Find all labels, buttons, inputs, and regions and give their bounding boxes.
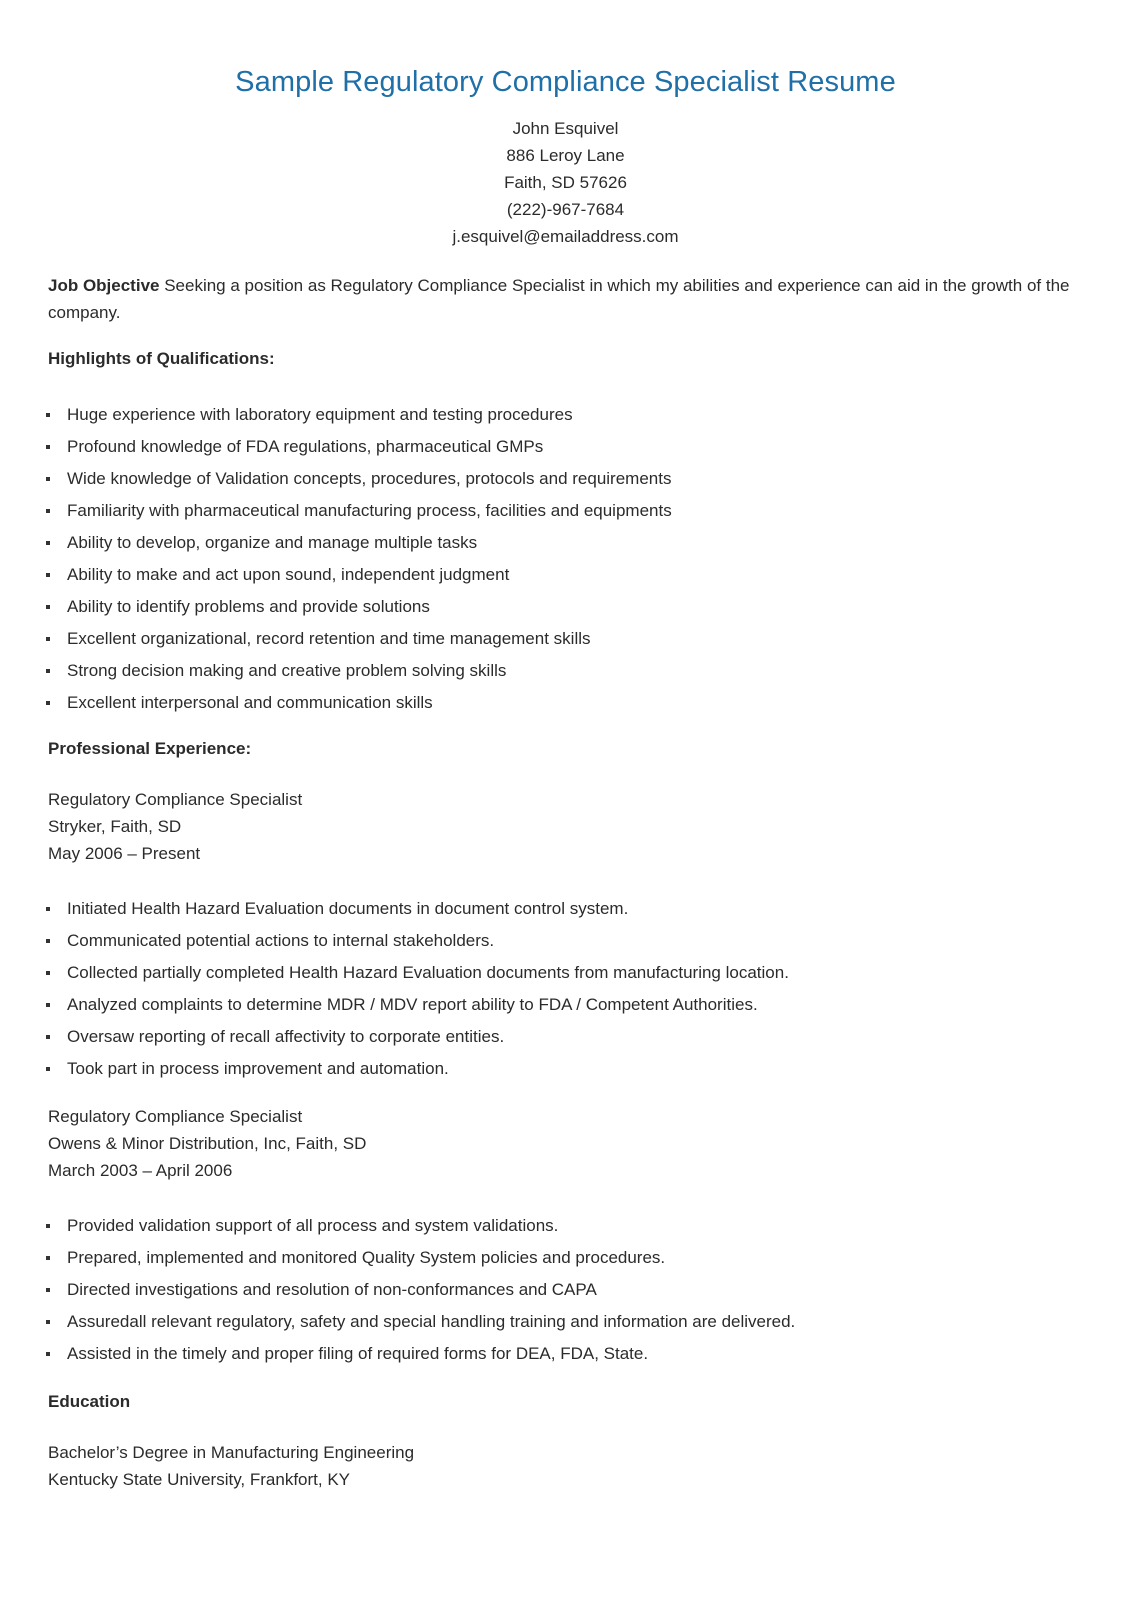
bullet-icon bbox=[46, 1352, 50, 1356]
list-item bbox=[48, 660, 672, 692]
job-company: Stryker, Faith, SD bbox=[48, 817, 182, 836]
contact-street: 886 Leroy Lane bbox=[506, 146, 625, 165]
education-heading: Education bbox=[48, 1392, 131, 1411]
contact-city: Faith, SD 57626 bbox=[504, 173, 627, 192]
experience-heading: Professional Experience: bbox=[48, 739, 252, 758]
job-header bbox=[48, 1103, 366, 1184]
list-item bbox=[48, 898, 789, 930]
list-item bbox=[48, 692, 672, 724]
highlights-list bbox=[48, 404, 672, 724]
list-item-text: Huge experience with laboratory equipment and testing procedures bbox=[67, 405, 573, 424]
list-item-text: Initiated Health Hazard Evaluation documents in document control system. bbox=[67, 899, 629, 918]
list-item-text: Directed investigations and resolution of non-conformances and CAPA bbox=[67, 1280, 597, 1299]
contact-email: j.esquivel@emailaddress.com bbox=[452, 227, 679, 246]
list-item bbox=[48, 1026, 789, 1058]
list-item-text: Assisted in the timely and proper filing of required forms for DEA, FDA, State. bbox=[67, 1344, 649, 1363]
list-item-text: Profound knowledge of FDA regulations, pharmaceutical GMPs bbox=[67, 437, 544, 456]
list-item bbox=[48, 930, 789, 962]
contact-block bbox=[0, 115, 1131, 250]
bullet-icon bbox=[46, 939, 50, 943]
job-header bbox=[48, 786, 302, 867]
bullet-icon bbox=[46, 971, 50, 975]
education-school: Kentucky State University, Frankfort, KY bbox=[48, 1470, 351, 1489]
job-title: Regulatory Compliance Specialist bbox=[48, 1107, 303, 1126]
education-block bbox=[48, 1439, 414, 1493]
list-item-text: Ability to make and act upon sound, independent judgment bbox=[67, 565, 510, 584]
bullet-icon bbox=[46, 701, 50, 705]
job-objective-text: Seeking a position as Regulatory Compliance Specialist in which my abilities and experience can aid in the growth of the company. bbox=[48, 276, 1070, 322]
bullet-icon bbox=[46, 637, 50, 641]
list-item-text: Took part in process improvement and automation. bbox=[67, 1059, 449, 1078]
bullet-icon bbox=[46, 1256, 50, 1260]
list-item-text: Analyzed complaints to determine MDR / MDV report ability to FDA / Competent Authorities. bbox=[67, 995, 758, 1014]
job-dates: May 2006 – Present bbox=[48, 844, 201, 863]
bullet-icon bbox=[46, 1067, 50, 1071]
list-item bbox=[48, 1247, 795, 1279]
bullet-icon bbox=[46, 669, 50, 673]
bullet-icon bbox=[46, 509, 50, 513]
bullet-icon bbox=[46, 1035, 50, 1039]
job-objective bbox=[48, 272, 1088, 326]
bullet-icon bbox=[46, 605, 50, 609]
job-objective-label: Job Objective bbox=[48, 276, 160, 295]
list-item bbox=[48, 994, 789, 1026]
list-item-text: Oversaw reporting of recall affectivity to corporate entities. bbox=[67, 1027, 505, 1046]
bullet-icon bbox=[46, 1003, 50, 1007]
bullet-icon bbox=[46, 445, 50, 449]
list-item-text: Provided validation support of all process and system validations. bbox=[67, 1216, 559, 1235]
list-item-text: Familiarity with pharmaceutical manufacturing process, facilities and equipments bbox=[67, 501, 672, 520]
bullet-icon bbox=[46, 1224, 50, 1228]
list-item bbox=[48, 532, 672, 564]
bullet-icon bbox=[46, 907, 50, 911]
list-item bbox=[48, 1311, 795, 1343]
bullet-icon bbox=[46, 413, 50, 417]
list-item bbox=[48, 1279, 795, 1311]
list-item-text: Excellent organizational, record retention and time management skills bbox=[67, 629, 591, 648]
bullet-icon bbox=[46, 477, 50, 481]
list-item-text: Excellent interpersonal and communication skills bbox=[67, 693, 433, 712]
list-item bbox=[48, 1343, 795, 1375]
list-item bbox=[48, 596, 672, 628]
list-item bbox=[48, 404, 672, 436]
list-item-text: Communicated potential actions to internal stakeholders. bbox=[67, 931, 495, 950]
bullet-icon bbox=[46, 541, 50, 545]
list-item-text: Assuredall relevant regulatory, safety and special handling training and information are delivered. bbox=[67, 1312, 796, 1331]
page-title: Sample Regulatory Compliance Specialist Resume bbox=[235, 66, 896, 98]
list-item-text: Strong decision making and creative problem solving skills bbox=[67, 661, 507, 680]
list-item bbox=[48, 468, 672, 500]
job-duties-list bbox=[48, 898, 789, 1090]
job-company: Owens & Minor Distribution, Inc, Faith, SD bbox=[48, 1134, 367, 1153]
list-item bbox=[48, 962, 789, 994]
bullet-icon bbox=[46, 1288, 50, 1292]
contact-name: John Esquivel bbox=[512, 119, 619, 138]
education-degree: Bachelor’s Degree in Manufacturing Engineering bbox=[48, 1443, 415, 1462]
bullet-icon bbox=[46, 1320, 50, 1324]
bullet-icon bbox=[46, 573, 50, 577]
job-duties-list bbox=[48, 1215, 795, 1375]
list-item bbox=[48, 436, 672, 468]
job-title: Regulatory Compliance Specialist bbox=[48, 790, 303, 809]
list-item-text: Ability to identify problems and provide solutions bbox=[67, 597, 430, 616]
list-item bbox=[48, 628, 672, 660]
list-item bbox=[48, 1215, 795, 1247]
highlights-heading: Highlights of Qualifications: bbox=[48, 349, 275, 368]
list-item bbox=[48, 1058, 789, 1090]
job-dates: March 2003 – April 2006 bbox=[48, 1161, 233, 1180]
list-item-text: Wide knowledge of Validation concepts, procedures, protocols and requirements bbox=[67, 469, 672, 488]
contact-phone: (222)-967-7684 bbox=[506, 200, 625, 219]
list-item-text: Collected partially completed Health Hazard Evaluation documents from manufacturing location. bbox=[67, 963, 789, 982]
list-item bbox=[48, 564, 672, 596]
list-item bbox=[48, 500, 672, 532]
list-item-text: Prepared, implemented and monitored Quality System policies and procedures. bbox=[67, 1248, 666, 1267]
list-item-text: Ability to develop, organize and manage multiple tasks bbox=[67, 533, 478, 552]
